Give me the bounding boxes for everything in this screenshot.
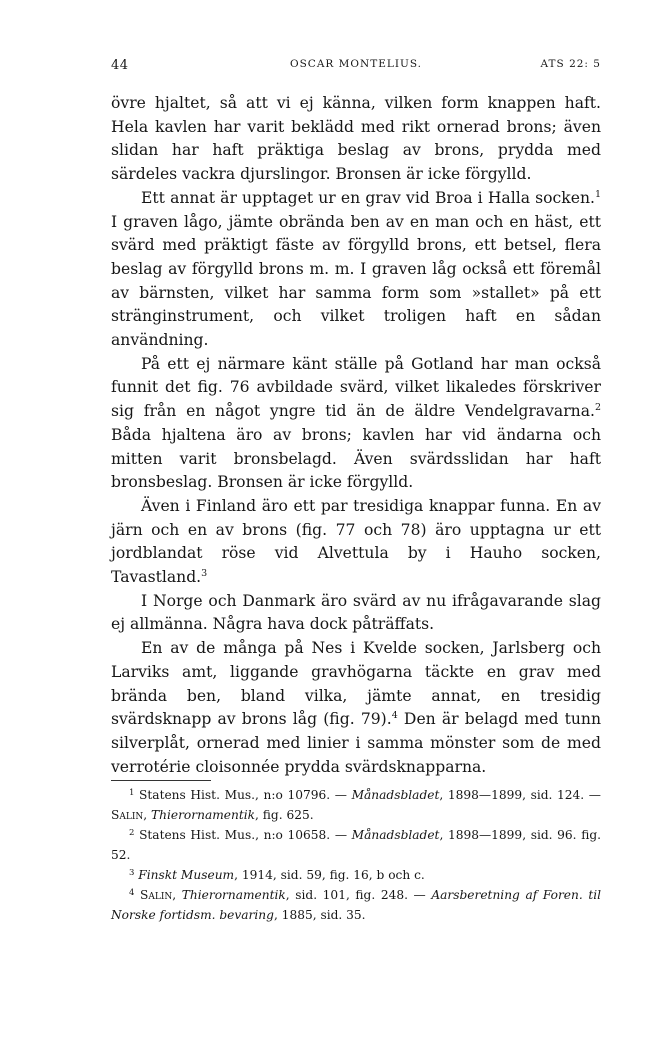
- paragraph-3-text-a: På ett ej närmare känt ställe på Gotland har man också funnit det fig. 76 avbildade svärd, vilket likaledes förskriver sig från en något yngre tid än de äldre Vendelgravarna.: [111, 354, 601, 421]
- footnote-1: [111, 785, 601, 825]
- paragraph-3-text-b: Båda hjaltena äro av brons; kavlen har vid ändarna och mitten varit bronsbelagd. Även svärdsslidan har haft bronsbeslag. Bronsen är icke förgylld.: [111, 425, 601, 492]
- footnote-4: [111, 885, 601, 925]
- footnote-2-work: Månadsbladet: [351, 828, 440, 843]
- paragraph-4-text: Även i Finland äro ett par tresidiga knappar funna. En av järn och en av brons (fig. 77 och 78) äro upptagna ur ett jordblandat röse vid Alvettula by i Hauho socken, Tavastland.: [111, 496, 601, 587]
- footnote-2-mark: 2: [129, 828, 135, 839]
- footnote-2-text-2: , 1898—1899, sid. 96. fig. 52.: [111, 828, 602, 863]
- book-page: [111, 58, 601, 925]
- footnote-1-work-2: Thierornamentik: [151, 808, 256, 823]
- footnote-4-text-2: , 1885, sid. 35.: [273, 908, 366, 923]
- footnote-1-text-2: , 1898—1899, sid. 124. —: [439, 788, 601, 803]
- series-reference: ATS 22: 5: [540, 58, 601, 70]
- paragraph-6-text-b: Den är belagd med tunn silverplåt, ornerad med linier i samma mönster som de med verrotérie cloisonnée prydda svärdsknapparna.: [111, 710, 601, 776]
- paragraph-2-text-a: Ett annat är upptaget ur en grav vid Broa i Halla socken.: [141, 188, 595, 207]
- footnote-1-text: Statens Hist. Mus., n:o 10796. —: [134, 788, 352, 803]
- footnote-4-mark: 4: [129, 888, 135, 899]
- page-number: 44: [111, 58, 129, 73]
- footnote-divider: [111, 780, 211, 781]
- paragraph-2: [111, 187, 601, 353]
- paragraph-4: [111, 495, 601, 590]
- footnote-2: [111, 825, 601, 865]
- paragraph-3: [111, 353, 601, 495]
- footnote-3: [111, 865, 601, 885]
- footnote-1-sep: ,: [143, 808, 152, 823]
- footnote-3-work: Finskt Museum: [138, 868, 235, 883]
- footnote-2-text: Statens Hist. Mus., n:o 10658. —: [134, 828, 352, 843]
- running-header: [111, 58, 601, 78]
- main-text: [111, 92, 601, 779]
- footnote-ref-4[interactable]: 4: [391, 710, 398, 722]
- footnote-4-work: Thierornamentik: [181, 888, 286, 903]
- footnote-1-text-3: , fig. 625.: [255, 808, 314, 823]
- footnote-3-mark: 3: [129, 868, 135, 879]
- footnote-ref-3[interactable]: 3: [201, 568, 208, 580]
- footnote-ref-1[interactable]: 1: [594, 188, 601, 200]
- footnote-4-sep: ,: [172, 888, 182, 903]
- footnote-4-work-2: Aarsberetning af Foren. til Norske fortidsm. bevaring: [111, 888, 602, 923]
- paragraph-5: I Norge och Danmark äro svärd av nu ifrågavarande slag ej allmänna. Några hava dock påträffats.: [111, 591, 601, 634]
- footnote-3-text: , 1914, sid. 59, fig. 16, b och c.: [234, 868, 425, 883]
- footnote-1-author: Salin: [111, 808, 144, 823]
- paragraph-6-text-a: En av de många på Nes i Kvelde socken, Jarlsberg och Larviks amt, liggande gravhögarna täckte en grav med brända ben, bland vilka, jämte annat, en tresidig svärdsknapp av brons låg (fig. 79).: [111, 639, 601, 729]
- footnote-4-author: Salin: [140, 888, 173, 903]
- footnotes: [111, 785, 601, 925]
- paragraph-2-text-b: I graven lågo, jämte obrända ben av en man och en häst, ett svärd med präktigt fäste av förgylld brons, ett betsel, flera beslag av förgylld brons m. m. I graven låg också ett föremål av bärnsten, vilket har samma form som »stallet» på ett stränginstrument, och vilket troligen haft en sådan användning.: [111, 212, 601, 350]
- running-title: OSCAR MONTELIUS.: [289, 58, 422, 70]
- footnote-1-work: Månadsbladet: [351, 788, 440, 803]
- paragraph-6: [111, 637, 601, 779]
- paragraph-1: övre hjaltet, så att vi ej känna, vilken form knappen haft. Hela kavlen har varit beklädd med rikt ornerad brons; även slidan har haft präktiga beslag av brons, prydda med särdeles vackra djurslingor. Bronsen är icke förgylld.: [111, 94, 601, 184]
- footnote-4-text: , sid. 101, fig. 248. —: [285, 888, 432, 903]
- footnote-1-mark: 1: [129, 788, 135, 799]
- footnote-ref-2[interactable]: 2: [594, 402, 601, 414]
